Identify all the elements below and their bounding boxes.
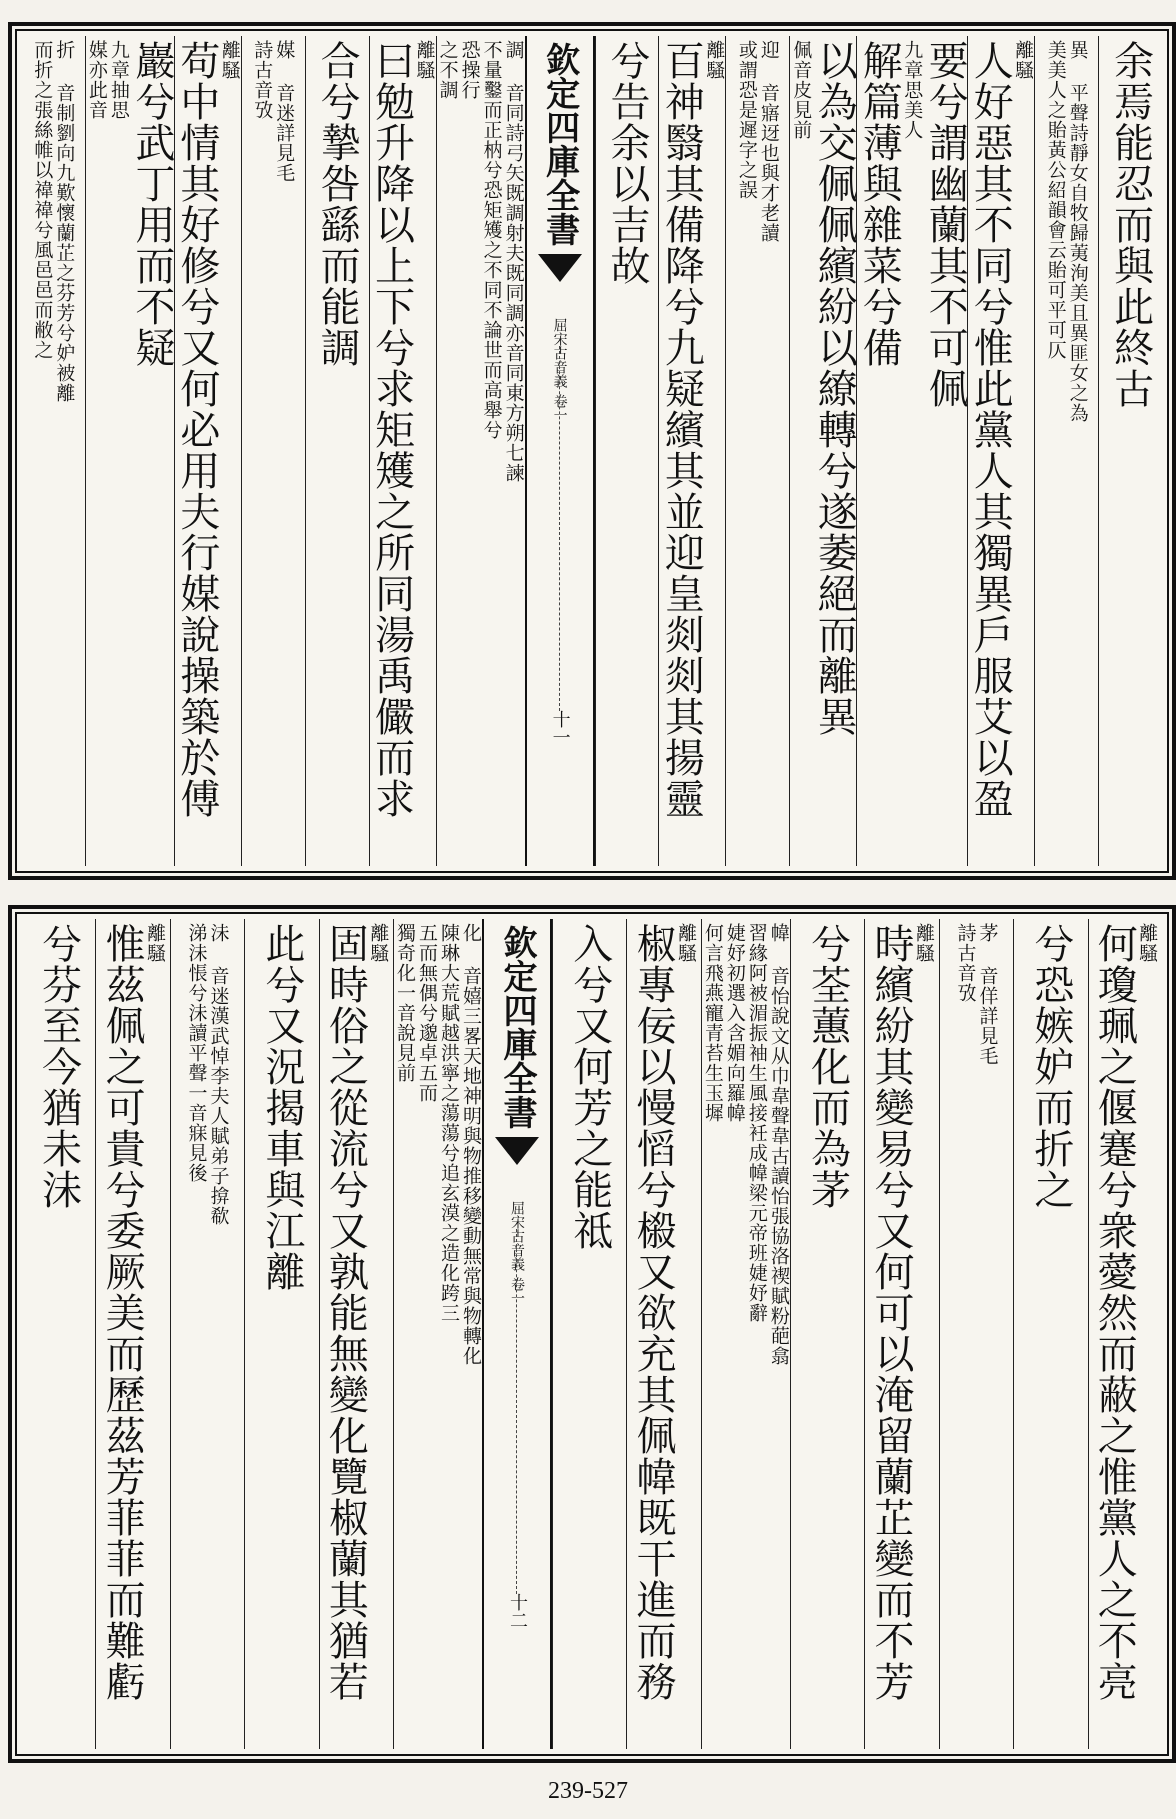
annotation-line: 離騷 <box>144 923 167 963</box>
main-text-line: 巖兮武丁用而不疑 <box>128 40 175 368</box>
annotation-line: 五而無偶兮邈卓五而 <box>416 923 439 1103</box>
text-column <box>595 36 659 866</box>
main-text-line: 合兮摯咎繇而能調 <box>314 40 361 368</box>
annotation-line: 離騷 <box>675 923 698 963</box>
text-column <box>95 919 169 1749</box>
annotation-line: 九章抽思 <box>107 40 130 120</box>
main-text-line: 入兮又何芳之能祗 <box>566 923 613 1251</box>
main-text-line: 時繽紛其變易兮又何可以淹留蘭芷變而不芳 <box>868 923 915 1702</box>
main-text-line: 兮告余以吉故 <box>603 40 650 286</box>
fishtail-mark-icon <box>538 254 582 282</box>
annotation-line: 離騷 <box>1136 923 1159 963</box>
annotation-line: 何言飛燕寵青苔生玉墀 <box>701 923 724 1123</box>
annotation-line: 習緣阿被湄振袖生風接衽成幃梁元帝班婕妤辭 <box>745 923 768 1323</box>
main-text-line: 人好惡其不同兮惟此黨人其獨異戶服艾以盈 <box>967 40 1014 819</box>
text-column <box>393 919 482 1749</box>
center-gutter <box>525 36 595 866</box>
columns-top <box>22 36 1162 866</box>
text-column <box>319 919 393 1749</box>
text-column <box>170 919 244 1749</box>
text-column <box>1034 36 1098 866</box>
center-gutter <box>482 919 552 1749</box>
text-column <box>174 36 241 866</box>
annotation-line: 媒 音迷詳見毛 <box>273 40 296 183</box>
annotation-line: 媒亦此音 <box>85 40 108 120</box>
folio-number: 十一 <box>549 710 571 746</box>
main-text-line: 以為交佩佩繽紛以繚轉兮遂萎絕而離異 <box>811 40 858 737</box>
main-text-line: 何瓊珮之偃蹇兮衆薆然而蔽之惟黨人之不亮 <box>1091 923 1138 1702</box>
main-text-line: 兮芬至今猶未沬 <box>35 923 82 1210</box>
annotation-line: 茅 音佯詳見毛 <box>976 923 999 1066</box>
text-column <box>789 36 856 866</box>
volume-label: 卷一 <box>509 1277 526 1305</box>
text-column <box>626 919 700 1749</box>
gutter-rule <box>516 1229 517 1594</box>
main-text-line: 曰勉升降以上下兮求矩矱之所同湯禹儼而求 <box>368 40 415 819</box>
annotation-line: 獨奇化一音說見前 <box>394 923 417 1083</box>
annotation-line: 折 音制劉向九歎懷蘭芷之芬芳兮妒被離 <box>53 40 76 403</box>
main-text-line: 此兮又況揭車與江離 <box>258 923 305 1292</box>
text-column <box>436 36 525 866</box>
text-column <box>658 36 725 866</box>
gutter-rule <box>559 346 560 711</box>
annotation-line: 離騷 <box>913 923 936 963</box>
annotation-line: 詩古音攷 <box>251 40 274 120</box>
book-title: 屈宋古音義 <box>509 1201 526 1271</box>
text-column <box>22 919 95 1749</box>
columns-bottom <box>22 919 1162 1749</box>
main-text-line: 要兮謂幽蘭其不可佩 <box>922 40 969 409</box>
annotation-line: 而折之張絲帷以禕禕兮風邑邑而敝之 <box>31 40 54 360</box>
text-column <box>967 36 1034 866</box>
main-text-line: 解篇薄與雜菜兮備 <box>856 40 903 368</box>
page-number-footer: 239-527 <box>548 1778 628 1804</box>
text-column <box>1013 919 1087 1749</box>
text-column <box>856 36 967 866</box>
page-bottom <box>8 905 1176 1763</box>
text-column <box>725 36 789 866</box>
main-text-line: 惟茲佩之可貴兮委厥美而歷茲芳菲菲而難虧 <box>99 923 146 1702</box>
annotation-line: 離騷 <box>367 923 390 963</box>
book-title: 屈宋古音義 <box>551 318 568 388</box>
annotation-line: 佩音皮見前 <box>790 40 813 140</box>
text-column <box>244 919 318 1749</box>
annotation-line: 迎 音寤迓也與才老讀 <box>757 40 780 243</box>
text-column <box>241 36 305 866</box>
annotation-line: 詩古音攷 <box>954 923 977 1003</box>
main-text-line: 兮荃蕙化而為茅 <box>804 923 851 1210</box>
text-column <box>701 919 790 1749</box>
annotation-line: 沬 音迷漢武悼李夫人賦弟子揜欷 <box>207 923 230 1226</box>
series-title: 欽定四庫全書 <box>497 925 538 1129</box>
annotation-line: 涕沬悵兮沬讀平聲一音寐見後 <box>185 923 208 1183</box>
annotation-line: 美美人之貽黃公紹韻會云貽可平可仄 <box>1044 40 1067 360</box>
annotation-line: 幃 音怡說文从巾韋聲韋古讀怡張協洛禊賦粉葩翕 <box>767 923 790 1366</box>
annotation-line: 離騷 <box>703 40 726 80</box>
annotation-line: 離騷 <box>413 40 436 80</box>
page-top <box>8 22 1176 880</box>
annotation-line: 離騷 <box>218 40 241 80</box>
main-text-line: 固時俗之從流兮又孰能無變化覽椒蘭其猶若 <box>322 923 369 1702</box>
series-title: 欽定四庫全書 <box>539 42 580 246</box>
main-text-line: 余焉能忍而與此終古 <box>1107 40 1154 409</box>
text-column <box>939 919 1013 1749</box>
text-column <box>552 919 626 1749</box>
main-text-line: 兮恐嫉妒而折之 <box>1027 923 1074 1210</box>
annotation-line: 之不調 <box>436 40 459 100</box>
text-column <box>305 36 369 866</box>
main-text-line: 椒專佞以慢慆兮榝又欲充其佩幃既干進而務 <box>630 923 677 1702</box>
main-text-line: 苟中情其好修兮又何必用夫行媒說操築於傅 <box>173 40 220 819</box>
text-column <box>22 36 85 866</box>
text-column <box>85 36 174 866</box>
text-column <box>1088 919 1162 1749</box>
annotation-line: 恐操行 <box>458 40 481 100</box>
annotation-line: 調 音同詩弓矢既調射夫既同調亦音同東方朔七諫 <box>502 40 525 483</box>
main-text-line: 百神翳其備降兮九疑繽其並迎皇剡剡其揚靈 <box>658 40 705 819</box>
annotation-line: 離騷 <box>1012 40 1035 80</box>
text-column <box>790 919 864 1749</box>
annotation-line: 婕妤初選入含媚向羅幃 <box>723 923 746 1123</box>
annotation-line: 或謂恐是遲字之誤 <box>735 40 758 200</box>
annotation-line: 化 音嬉三畧天地神明與物推移變動無常與物轉化 <box>460 923 483 1366</box>
annotation-line: 九章思美人 <box>901 40 924 140</box>
text-column <box>1098 36 1162 866</box>
text-column <box>864 919 938 1749</box>
annotation-line: 異 平聲詩靜女自牧歸荑洵美且異匪女之為 <box>1066 40 1089 423</box>
folio-number: 十二 <box>507 1593 529 1629</box>
text-column <box>369 36 436 866</box>
volume-label: 卷一 <box>551 394 568 422</box>
annotation-line: 陳琳大荒賦越洪寧之蕩蕩兮追玄漠之造化跨三 <box>438 923 461 1323</box>
annotation-line: 不量鑿而正枘兮恐矩矱之不同不論世而高舉兮 <box>480 40 503 440</box>
fishtail-mark-icon <box>495 1137 539 1165</box>
